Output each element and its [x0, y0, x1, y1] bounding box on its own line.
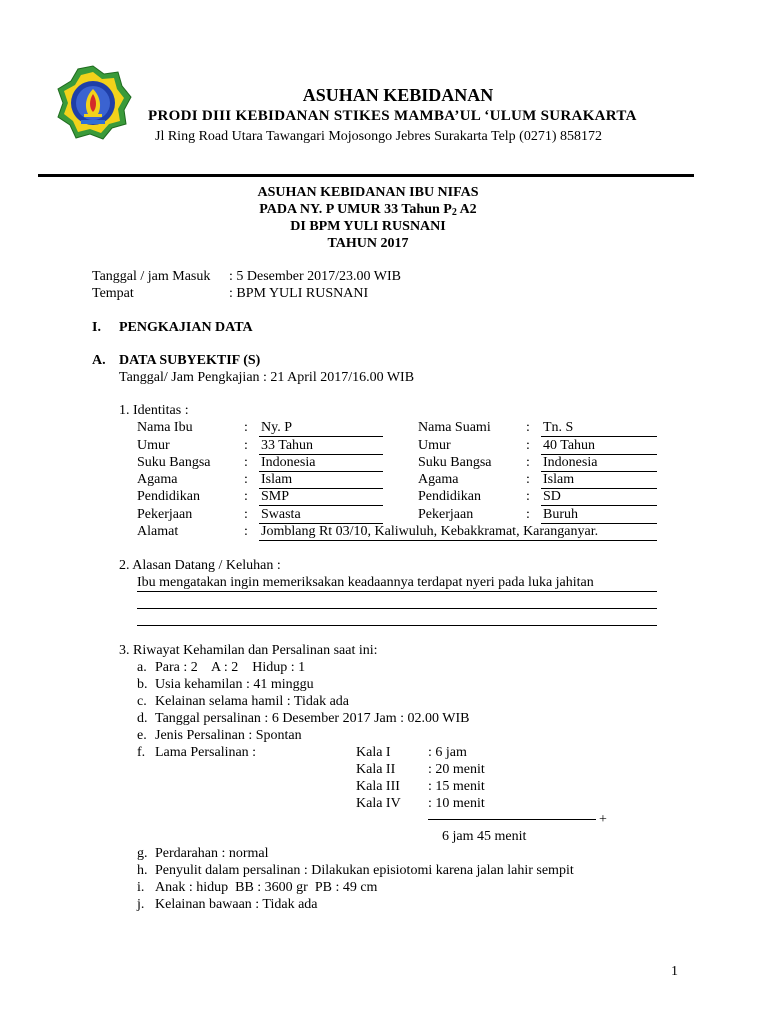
- keluhan-line: [137, 591, 657, 592]
- suami-value: Islam: [541, 471, 657, 489]
- doc-title-line3: DI BPM YULI RUSNANI: [290, 219, 446, 234]
- colon: :: [244, 507, 248, 522]
- keluhan-text: Ibu mengatakan ingin memeriksakan keadaannya terdapat nyeri pada luka jahitan: [137, 575, 594, 590]
- riwayat-item: Para : 2 A : 2 Hidup : 1: [155, 660, 306, 675]
- colon: :: [244, 420, 248, 435]
- kala-value: : 6 jam: [428, 745, 467, 760]
- riwayat-item: Jenis Persalinan : Spontan: [155, 728, 302, 743]
- ibu-label: Pendidikan: [137, 489, 200, 504]
- riwayat-item: Anak : hidup BB : 3600 gr PB : 49 cm: [155, 880, 378, 895]
- page-number: 1: [671, 964, 678, 979]
- suami-label: Umur: [418, 438, 451, 453]
- ibu-value: 33 Tahun: [259, 437, 383, 455]
- sum-line: [428, 819, 596, 820]
- kala-label: Kala IV: [356, 796, 401, 811]
- suami-value: SD: [541, 488, 657, 506]
- riwayat-heading: 3. Riwayat Kehamilan dan Persalinan saat ini:: [119, 643, 378, 658]
- alamat-label: Alamat: [137, 524, 179, 539]
- colon: :: [244, 472, 248, 487]
- colon: :: [244, 455, 248, 470]
- colon: :: [526, 489, 530, 504]
- riwayat-letter: f.: [137, 745, 146, 760]
- riwayat-letter: i.: [137, 880, 145, 895]
- doc-title-line4: TAHUN 2017: [327, 236, 409, 251]
- header-address: Jl Ring Road Utara Tawangari Mojosongo Jebres Surakarta Telp (0271) 858172: [155, 129, 602, 144]
- kala-label: Kala I: [356, 745, 391, 760]
- admission-place-value: : BPM YULI RUSNANI: [229, 286, 369, 301]
- document-title: [160, 184, 576, 252]
- sum-plus: +: [599, 812, 607, 827]
- suami-value: Buruh: [541, 506, 657, 524]
- colon: :: [526, 455, 530, 470]
- sectionA-num: A.: [92, 353, 106, 368]
- kala-label: Kala II: [356, 762, 396, 777]
- kala-value: : 10 menit: [428, 796, 485, 811]
- riwayat-item: Usia kehamilan : 41 minggu: [155, 677, 314, 692]
- riwayat-letter: j.: [137, 897, 145, 912]
- header-title: ASUHAN KEBIDANAN: [302, 85, 494, 105]
- riwayat-item: Lama Persalinan :: [155, 745, 257, 760]
- ibu-label: Agama: [137, 472, 178, 487]
- ibu-value: Ny. P: [259, 419, 383, 437]
- doc-title-line1: ASUHAN KEBIDANAN IBU NIFAS: [257, 185, 479, 200]
- keluhan-line: [137, 608, 657, 609]
- riwayat-letter: e.: [137, 728, 147, 743]
- riwayat-item: Perdarahan : normal: [155, 846, 269, 861]
- sectionA-date: Tanggal/ Jam Pengkajian : 21 April 2017/16.00 WIB: [119, 370, 415, 385]
- riwayat-letter: b.: [137, 677, 148, 692]
- colon: :: [244, 438, 248, 453]
- ibu-label: Suku Bangsa: [137, 455, 211, 470]
- keluhan-heading: 2. Alasan Datang / Keluhan :: [119, 558, 281, 573]
- doc-title-line2: PADA NY. P UMUR 33 Tahun $P_2$ A2: [259, 202, 477, 218]
- kala-value: : 15 menit: [428, 779, 485, 794]
- colon: :: [526, 420, 530, 435]
- ibu-value: Swasta: [259, 506, 383, 524]
- admission-date-label: Tanggal / jam Masuk: [92, 269, 211, 284]
- colon: :: [244, 524, 248, 539]
- riwayat-letter: h.: [137, 863, 148, 878]
- kala-label: Kala III: [356, 779, 400, 794]
- colon: :: [244, 489, 248, 504]
- suami-label: Nama Suami: [418, 420, 491, 435]
- admission-place-label: Tempat: [92, 286, 134, 301]
- ibu-value: Indonesia: [259, 454, 383, 472]
- riwayat-letter: a.: [137, 660, 147, 675]
- riwayat-letter: g.: [137, 846, 148, 861]
- suami-value: Tn. S: [541, 419, 657, 437]
- ibu-label: Umur: [137, 438, 170, 453]
- ibu-label: Pekerjaan: [137, 507, 193, 522]
- suami-label: Pendidikan: [418, 489, 481, 504]
- suami-label: Pekerjaan: [418, 507, 474, 522]
- riwayat-item: Kelainan bawaan : Tidak ada: [155, 897, 318, 912]
- colon: :: [526, 472, 530, 487]
- sum-total: 6 jam 45 menit: [442, 829, 527, 844]
- alamat-value: Jomblang Rt 03/10, Kaliwuluh, Kebakkramat, Karanganyar.: [259, 523, 657, 541]
- identitas-heading: 1. Identitas :: [119, 403, 189, 418]
- sectionA-title: DATA SUBYEKTIF (S): [119, 353, 261, 368]
- riwayat-item: Tanggal persalinan : 6 Desember 2017 Jam : 02.00 WIB: [155, 711, 470, 726]
- header-divider: [38, 174, 694, 177]
- suami-label: Suku Bangsa: [418, 455, 492, 470]
- riwayat-letter: c.: [137, 694, 147, 709]
- ibu-label: Nama Ibu: [137, 420, 193, 435]
- section1-title: PENGKAJIAN DATA: [119, 320, 253, 335]
- colon: :: [526, 507, 530, 522]
- riwayat-letter: d.: [137, 711, 148, 726]
- colon: :: [526, 438, 530, 453]
- ibu-value: Islam: [259, 471, 383, 489]
- section1-num: I.: [92, 320, 101, 335]
- ibu-value: SMP: [259, 488, 383, 506]
- admission-date-value: : 5 Desember 2017/23.00 WIB: [229, 269, 401, 284]
- suami-value: Indonesia: [541, 454, 657, 472]
- kala-value: : 20 menit: [428, 762, 485, 777]
- suami-value: 40 Tahun: [541, 437, 657, 455]
- suami-label: Agama: [418, 472, 459, 487]
- riwayat-item: Kelainan selama hamil : Tidak ada: [155, 694, 350, 709]
- keluhan-line: [137, 625, 657, 626]
- riwayat-item: Penyulit dalam persalinan : Dilakukan episiotomi karena jalan lahir sempit: [155, 863, 574, 878]
- header-prodi: PRODI DIII KEBIDANAN STIKES MAMBA’UL ‘ULUM SURAKARTA: [148, 108, 637, 124]
